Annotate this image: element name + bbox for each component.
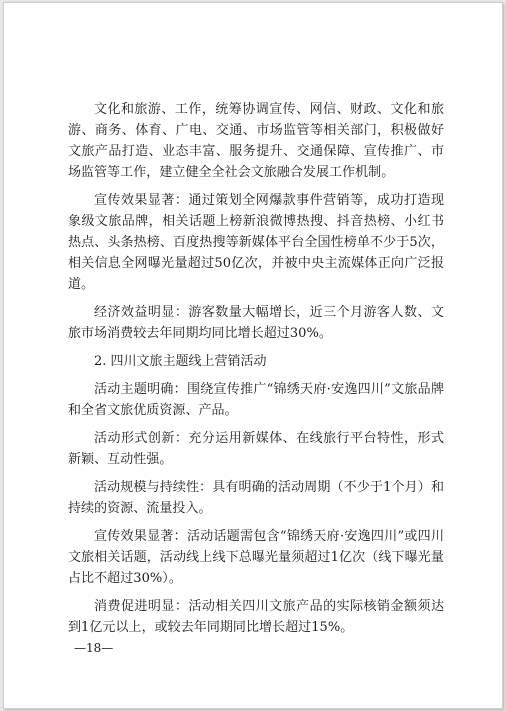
paragraph-consumption: 消费促进明显：活动相关四川文旅产品的实际核销金额须达到1亿元以上，或较去年同期同比增长超过15%。 (68, 599, 444, 635)
page-number: —18— (74, 641, 114, 655)
paragraph-exposure: 宣传效果显著：活动话题需包含“锦绣天府·安逸四川”或四川文旅相关话题，活动线上线下总曝光量须超过1亿次（线下曝光量占比不超过30%）。 (68, 529, 444, 586)
paragraph-format: 活动形式创新：充分运用新媒体、在线旅行平台特性，形式新颖、互动性强。 (68, 431, 444, 467)
paragraph-theme: 活动主题明确：围绕宣传推广“锦绣天府·安逸四川”文旅品牌和全省文旅优质资源、产品。 (68, 382, 444, 418)
paragraph-scale: 活动规模与持续性：具有明确的活动周期（不少于1个月）和持续的资源、流量投入。 (68, 480, 444, 516)
paragraph-work-mechanism: 文化和旅游、工作，统筹协调宣传、网信、财政、文化和旅游、商务、体育、广电、交通、市场监管等相关部门，积极做好文旅产品打造、业态丰富、服务提升、交通保障、宣传推广、市场监管等工作，建立健全全社会文旅融合发展工作机制。 (68, 102, 444, 180)
document-page (3, 2, 503, 709)
body-text (68, 99, 444, 645)
section-heading: 2. 四川文旅主题线上营销活动 (94, 354, 267, 369)
paragraph-economic-benefit: 经济效益明显：游客数量大幅增长，近三个月游客人数、文旅市场消费较去年同期均同比增长超过30%。 (68, 305, 444, 341)
paragraph-publicity-effect: 宣传效果显著：通过策划全网爆款事件营销等，成功打造现象级文旅品牌，相关话题上榜新浪微博热搜、抖音热榜、小红书热点、头条热榜、百度热搜等新媒体平台全国性榜单不少于5次，相关信息全网曝光量超过50亿次，并被中央主流媒体正向广泛报道。 (68, 193, 444, 292)
